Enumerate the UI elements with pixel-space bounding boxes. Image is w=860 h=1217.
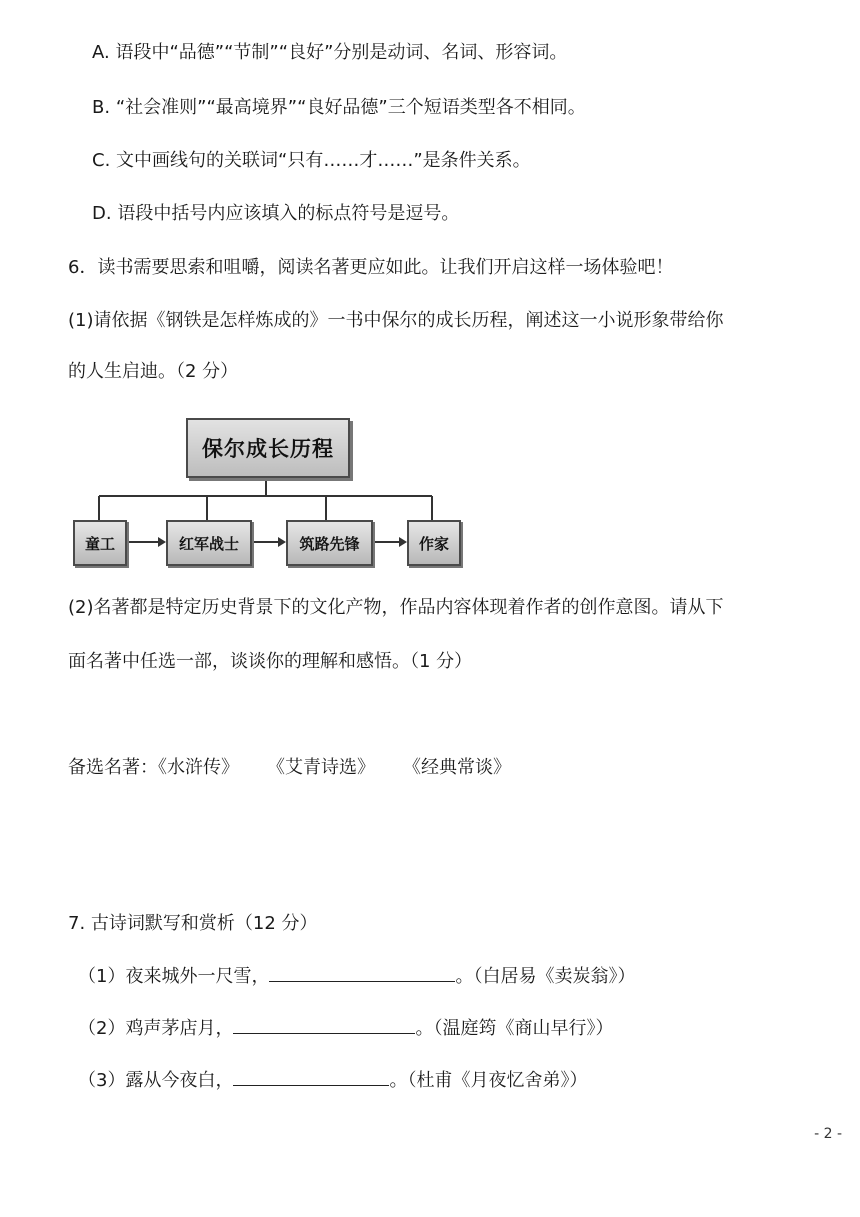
option-a-letter: A. [92,42,110,63]
stage-box-road-building-pioneer: 筑路先锋 [286,520,373,566]
poem-item-2-prefix: 鸡声茅店月， [125,1018,234,1039]
poem-item-1-source: 。（白居易《卖炭翁》） [455,966,636,987]
poem-item-1-prefix: 夜来城外一尺雪， [125,966,270,987]
book-option-3: 《经典常谈》 [403,757,511,778]
book-option-1: 《水浒传》 [158,757,239,778]
stage-box-child-laborer: 童工 [73,520,127,566]
question-6-part2-line2: 面名著中任选一部，谈谈你的理解和感悟。（1 分） [68,651,473,672]
poem-item-3-prefix: 露从今夜白， [125,1070,234,1091]
page-number: - 2 - [814,1126,842,1142]
option-c-text: 文中画线句的关联词“只有……才……”是条件关系。 [116,150,531,171]
diagram-title-box: 保尔成长历程 [186,418,350,478]
stage-box-writer: 作家 [407,520,461,566]
question-7-stem: 7. 古诗词默写和赏析（12 分） [68,913,318,934]
growth-diagram-connectors [0,0,860,580]
option-a-text: 语段中“品德”“节制”“良好”分别是动词、名词、形容词。 [115,42,568,63]
option-d-letter: D. [92,203,112,224]
poem-item-3 [78,1067,587,1093]
option-b [92,96,586,120]
question-6-part1-line2: 的人生启迪。（2 分） [68,361,239,382]
poem-item-2 [78,1015,613,1041]
poem-item-3-number: （3） [78,1070,126,1091]
question-6-part2-line1: (2)名著都是特定历史背景下的文化产物，作品内容体现着作者的创作意图。请从下 [68,597,724,618]
poem-item-1-number: （1） [78,966,126,987]
arrowhead-1 [158,537,166,547]
poem-item-2-number: （2） [78,1018,126,1039]
answer-blank-2[interactable] [233,1015,415,1034]
option-b-text: “社会准则”“最高境界”“良好品德”三个短语类型各不相同。 [115,97,586,118]
option-c [92,149,531,173]
arrowhead-3 [399,537,407,547]
stage-box-red-army-soldier: 红军战士 [166,520,252,566]
option-d [92,202,459,226]
arrowhead-2 [278,537,286,547]
question-6-part1-line1: (1)请依据《钢铁是怎样炼成的》一书中保尔的成长历程，阐述这一小说形象带给你 [68,310,724,331]
poem-item-1 [78,963,635,989]
poem-item-2-source: 。（温庭筠《商山早行》） [415,1018,614,1039]
option-b-letter: B. [92,97,111,118]
book-options-label: 备选名著： [68,757,158,778]
question-6-stem: 6．读书需要思索和咀嚼，阅读名著更应如此。让我们开启这样一场体验吧！ [68,257,674,278]
answer-blank-3[interactable] [233,1067,389,1086]
book-options [68,756,511,780]
poem-item-3-source: 。（杜甫《月夜忆舍弟》） [389,1070,588,1091]
option-a [92,41,567,65]
option-c-letter: C. [92,150,111,171]
option-d-text: 语段中括号内应该填入的标点符号是逗号。 [117,203,460,224]
book-option-2: 《艾青诗选》 [267,757,375,778]
answer-blank-1[interactable] [269,963,455,982]
